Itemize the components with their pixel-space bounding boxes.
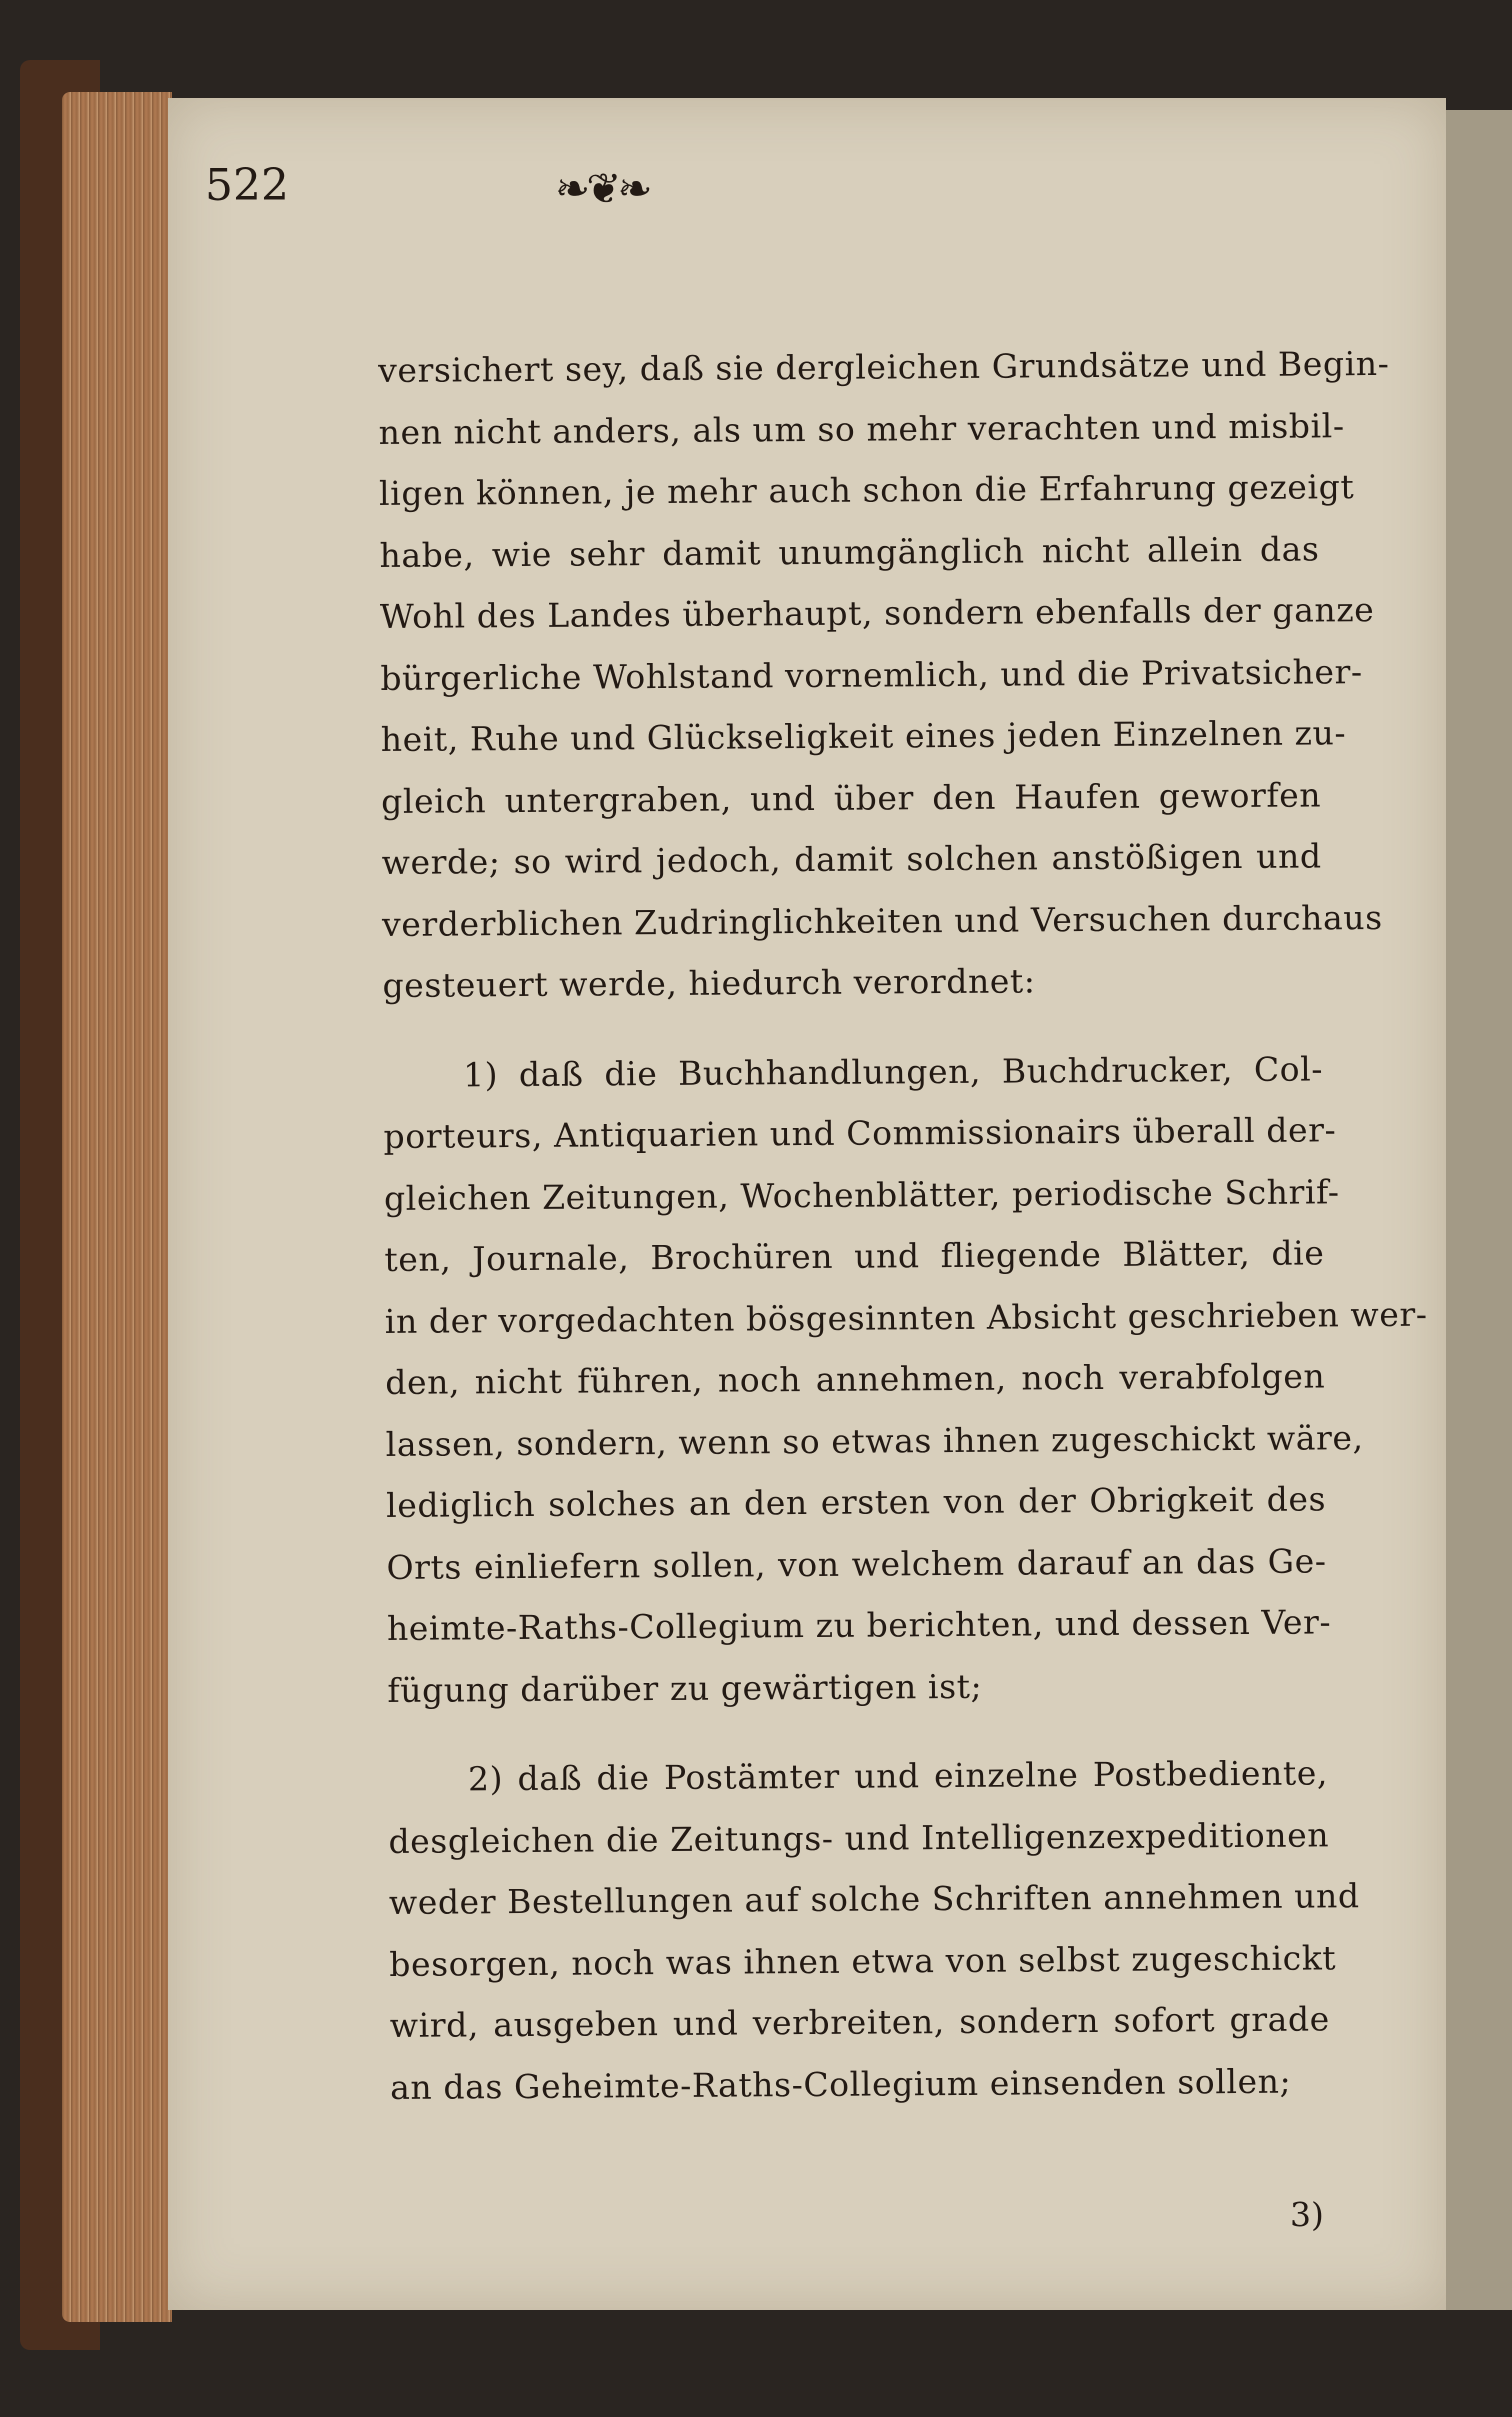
text-line: an das Geheimte-Raths-Collegium einsenden sollen;: [390, 2061, 1292, 2107]
text-line: versichert sey, daß sie dergleichen Grundsätze und Begin-: [378, 343, 1390, 390]
text-line: porteurs, Antiquarien und Commissionairs überall der-: [383, 1110, 1337, 1156]
header-ornament: ❧❦❧: [555, 164, 649, 213]
text-line: weder Bestellungen auf solche Schriften annehmen und: [388, 1876, 1360, 1922]
text-line: gleichen Zeitungen, Wochenblätter, periodische Schrif-: [383, 1171, 1340, 1218]
text-line: heit, Ruhe und Glückseligkeit eines jeden Einzelnen zu-: [380, 713, 1347, 759]
text-line: gleich untergraben, und über den Haufen geworfen: [381, 774, 1322, 821]
text-line: Orts einliefern sollen, von welchem darauf an das Ge-: [386, 1540, 1327, 1587]
page-block-edge: [62, 92, 172, 2322]
text-line: desgleichen die Zeitungs- und Intelligenzexpeditionen: [388, 1814, 1330, 1861]
text-line: habe, wie sehr damit unumgänglich nicht allein das: [379, 528, 1320, 575]
catchword: 3): [1290, 2195, 1324, 2234]
body-text: [378, 333, 1428, 2118]
text-line: den, nicht führen, noch annehmen, noch verabfolgen: [385, 1356, 1326, 1402]
text-line: 1) daß die Buchhandlungen, Buchdrucker, Col-: [462, 1048, 1324, 1094]
page-number: 522: [205, 160, 289, 211]
text-line: nen nicht anders, als um so mehr verachten und misbil-: [378, 405, 1345, 452]
text-line: wird, ausgeben und verbreiten, sondern sofort grade: [389, 1999, 1330, 2045]
text-line: fügung darüber zu gewärtigen ist;: [387, 1666, 983, 1710]
text-line: verderblichen Zudringlichkeiten und Versuchen durchaus: [381, 897, 1383, 944]
text-line: lassen, sondern, wenn so etwas ihnen zugeschickt wäre,: [385, 1417, 1364, 1464]
page-header: [195, 160, 975, 240]
text-line: werde; so wird jedoch, damit solchen anstößigen und: [381, 836, 1322, 882]
text-line: Wohl des Landes überhaupt, sondern ebenfalls der ganze: [379, 590, 1375, 636]
text-line: besorgen, noch was ihnen etwa von selbst zugeschickt: [389, 1937, 1337, 1984]
text-line: heimte-Raths-Collegium zu berichten, und dessen Ver-: [386, 1602, 1332, 1648]
text-line: ligen können, je mehr auch schon die Erfahrung gezeigt: [378, 467, 1355, 513]
text-line: ten, Journale, Brochüren und fliegende Blätter, die: [384, 1233, 1325, 1279]
text-line: bürgerliche Wohlstand vornemlich, und die Privatsicher-: [380, 651, 1363, 698]
text-line: lediglich solches an den ersten von der Obrigkeit des: [386, 1479, 1327, 1525]
text-line: in der vorgedachten bösgesinnten Absicht geschrieben wer-: [384, 1294, 1428, 1341]
text-line: 2) daß die Postämter und einzelne Postbediente,: [467, 1753, 1329, 1799]
text-line: gesteuert werde, hiedurch verordnet:: [382, 961, 1036, 1005]
